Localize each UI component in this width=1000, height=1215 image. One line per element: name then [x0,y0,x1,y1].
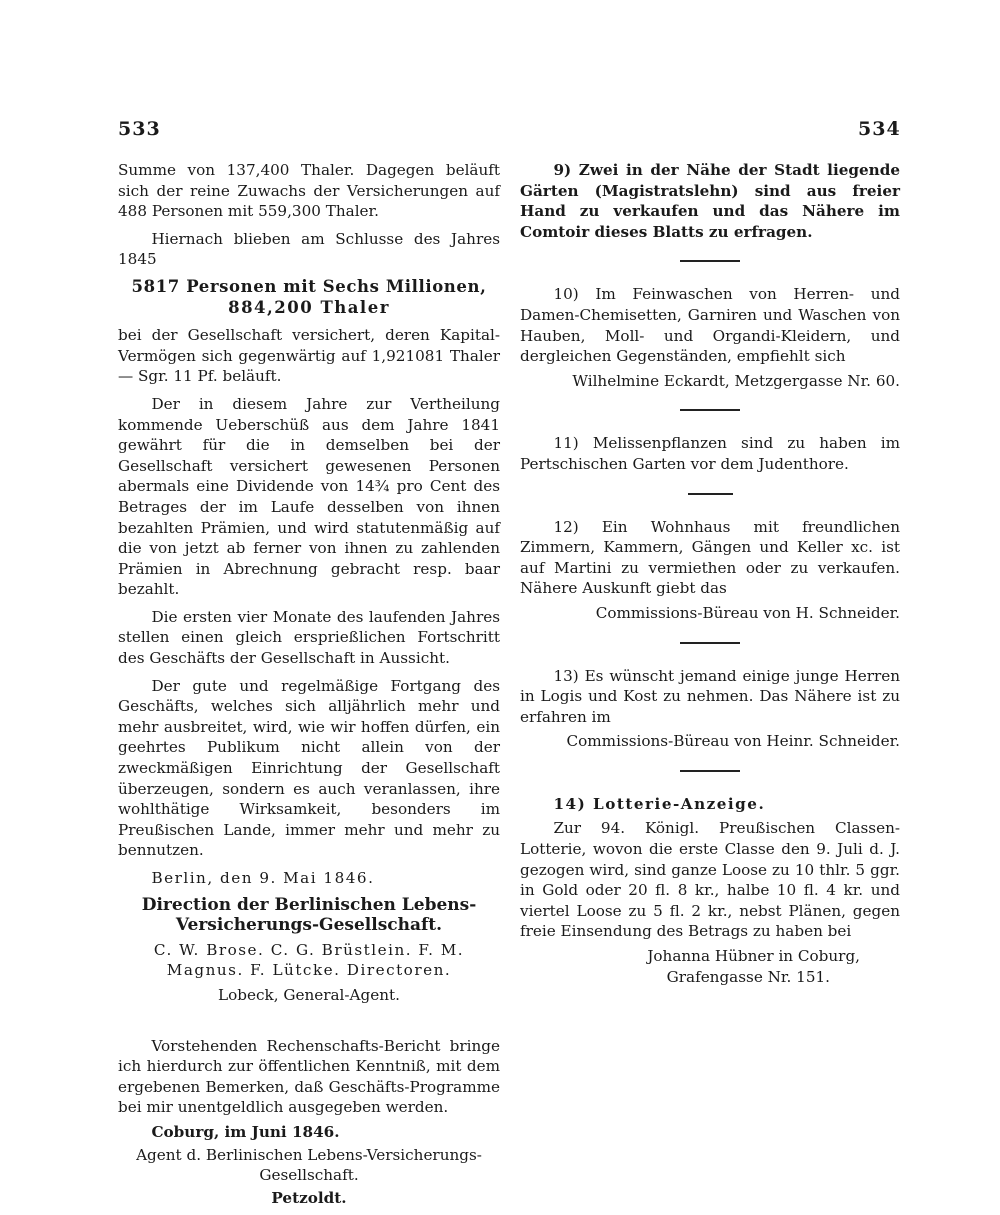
advert-9: 9) Zwei in der Nähe der Stadt liegende Gärten (Magistratslehn) sind aus freier Hand zu verkaufen und das Nähere im Comtoir dieses Blatts zu erfragen. [520,161,900,241]
dateline-berlin: Berlin, den 9. Mai 1846. [151,869,375,887]
agent-title: Agent d. Berlinischen Lebens-Versicherungs-Gesellschaft. [136,1145,482,1185]
paragraph-monate: Die ersten vier Monate des laufenden Jahres stellen einen gleich ersprießlichen Fortschritt des Geschäfts der Gesellschaft in Aussicht. [118,607,500,668]
general-agent-line: Lobeck, General-Agent. [218,985,400,1004]
advert-12-signature: Commissions-Büreau von H. Schneider. [595,603,900,622]
separator-rule [680,770,740,772]
right-column [520,160,900,987]
advert-11: 11) Melissenpflanzen sind zu haben im Pertschischen Garten vor dem Judenthore. [520,434,900,473]
left-column [118,160,500,1215]
persons-total-line: 5817 Personen mit Sechs Millionen, [131,276,487,296]
advert-12: 12) Ein Wohnhaus mit freundlichen Zimmern, Kammern, Gängen und Keller xc. ist auf Martini zu vermiethen oder zu verkaufen. Nähere Auskunft giebt das [520,517,900,598]
paragraph-summe: Summe von 137,400 Thaler. Dagegen beläuft sich der reine Zuwachs der Versicherungen auf 488 Personen mit 559,300 Thaler. [118,161,500,221]
page-number-left: 533 [118,118,161,140]
direction-heading: Direction der Berlinischen Lebens-Versicherungs-Gesellschaft. [141,894,477,936]
paragraph-dividende: Der in diesem Jahre zur Vertheilung kommende Ueberschüß aus dem Jahre 1841 gewährt für die in demselben bei der Gesellschaft versichert gewesenen Personen abermals eine Dividende von 14¾ pro Cent des Betrages der im Laufe desselben von ihnen bezahlten Prämien, und wird statutenmäßig auf die von jetzt ab ferner von ihnen zu zahlenden Prämien in Abrechnung gebracht resp. baar bezahlt. [118,394,500,599]
advert-10: 10) Im Feinwaschen von Herren- und Damen-Chemisetten, Garniren und Waschen von Hauben, Moll- und Organdi-Kleidern, und dergleichen Gegenständen, empfiehlt sich [520,285,900,366]
separator-rule [680,642,740,644]
paragraph-hiernach: Hiernach blieben am Schlusse des Jahres 1845 [118,229,500,269]
separator-rule [680,260,740,262]
separator-rule [688,493,733,495]
signer-name: Petzoldt. [271,1188,347,1207]
dateline-coburg: Coburg, im Juni 1846. [151,1122,340,1141]
advert-14-signature-address: Grafengasse Nr. 151. [666,967,830,986]
page-number-right: 534 [858,118,901,140]
advert-13: 13) Es wünscht jemand einige junge Herren in Logis und Kost zu nehmen. Das Nähere ist zu erfahren im [520,666,900,726]
advert-14-heading: 14) Lotterie-Anzeige. [553,794,766,813]
advert-10-signature: Wilhelmine Eckardt, Metzgergasse Nr. 60. [572,371,900,390]
advert-13-signature: Commissions-Büreau von Heinr. Schneider. [566,732,900,751]
thaler-total-line: 884,200 Thaler [228,297,390,317]
advert-14-signature-name: Johanna Hübner in Coburg, [647,947,860,966]
separator-rule [680,409,740,411]
advert-14: Zur 94. Königl. Preußischen Classen-Lotterie, wovon die erste Classe den 9. Juli d. J. gezogen wird, sind ganze Loose zu 10 thlr. 5 ggr. in Gold oder 20 fl. 8 kr., halbe 10 fl. 4 kr. und viertel Loose zu 5 fl. 2 kr., nebst Plänen, gegen freie Einsendung des Betrags zu haben bei [520,819,900,941]
directors-line: C. W. Brose. C. G. Brüstlein. F. M. Magnus. F. Lütcke. Directoren. [153,940,465,980]
paragraph-rechenschaft: Vorstehenden Rechenschafts-Bericht bringe ich hierdurch zur öffentlichen Kenntniß, mit dem ergebenen Bemerken, daß Geschäfts-Programme bei mir unentgeldlich ausgegeben werden. [118,1036,500,1117]
paragraph-kapital: bei der Gesellschaft versichert, deren Kapital-Vermögen sich gegenwärtig auf 1,921081 Thaler — Sgr. 11 Pf. beläuft. [118,326,500,386]
paragraph-fortgang: Der gute und regelmäßige Fortgang des Geschäfts, welches sich alljährlich mehr und mehr ausbreitet, wird, wie wir hoffen dürfen, ein geehrtes Publikum nicht allein von der zweckmäßigen Einrichtung der Gesellschaft überzeugen, sondern es auch veranlassen, ihre wohlthätige Wirksamkeit, besonders im Preußischen Lande, immer mehr und mehr zu bennutzen. [118,676,500,860]
